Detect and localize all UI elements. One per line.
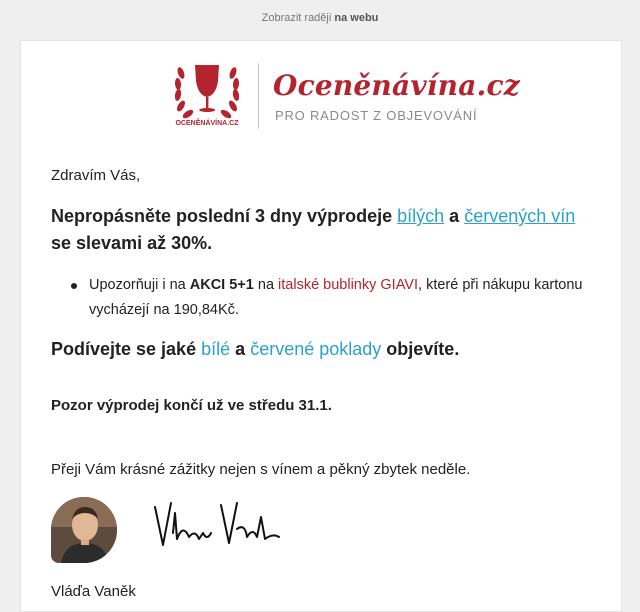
logo-tagline: PRO RADOST Z OBJEVOVÁNÍ — [275, 108, 478, 123]
bullet-text: Upozorňuji i na — [89, 277, 186, 293]
logo-divider — [258, 63, 259, 129]
headline-text-2: se slevami až 30%. — [51, 233, 213, 253]
bullet-text-2: na — [257, 277, 275, 293]
emblem-text: OCENĚNÁVÍNA.CZ — [175, 120, 239, 127]
red-treasures-link[interactable]: červené poklady — [250, 339, 382, 359]
white-wines-link[interactable]: bílých — [397, 206, 445, 226]
author-avatar — [51, 497, 117, 563]
subheadline-and: a — [235, 339, 246, 359]
view-in-browser-bar — [0, 12, 640, 24]
greeting: Zdravím Vás, — [51, 167, 141, 184]
view-in-browser-prefix: Zobrazit raději — [261, 12, 332, 24]
giavi-link[interactable]: italské bublinky GIAVI — [278, 277, 419, 293]
wine-glass-laurel-icon — [171, 59, 243, 139]
white-treasures-link[interactable]: bílé — [201, 339, 231, 359]
headline — [51, 203, 591, 257]
bullet-text-3: , které při nákupu kartonu vycházejí na 190,84Kč. — [89, 277, 583, 318]
subheadline — [51, 339, 459, 360]
promo-bullet — [71, 273, 609, 323]
subheadline-text-2: objevíte. — [386, 339, 460, 359]
signer-name: Vláďa Vaněk — [51, 583, 136, 600]
closing-wish: Přeji Vám krásné zážitky nejen s vínem a pěkný zbytek neděle. — [51, 461, 471, 478]
red-wines-link[interactable]: červených vín — [464, 206, 576, 226]
brand-logo[interactable] — [171, 59, 520, 139]
subheadline-text: Podívejte se jaké — [51, 339, 197, 359]
handwritten-signature — [149, 493, 289, 559]
author-photo-icon — [51, 497, 117, 563]
headline-text: Nepropásněte poslední 3 dny výprodeje — [51, 206, 393, 226]
headline-and: a — [449, 206, 460, 226]
promo-name: AKCI 5+1 — [189, 277, 254, 293]
view-in-browser-link[interactable]: na webu — [334, 12, 379, 24]
logo-wordmark: Oceněnávína.cz — [273, 69, 520, 102]
email-card — [20, 40, 622, 612]
sale-end-warning: Pozor výprodej končí už ve středu 31.1. — [51, 397, 332, 414]
